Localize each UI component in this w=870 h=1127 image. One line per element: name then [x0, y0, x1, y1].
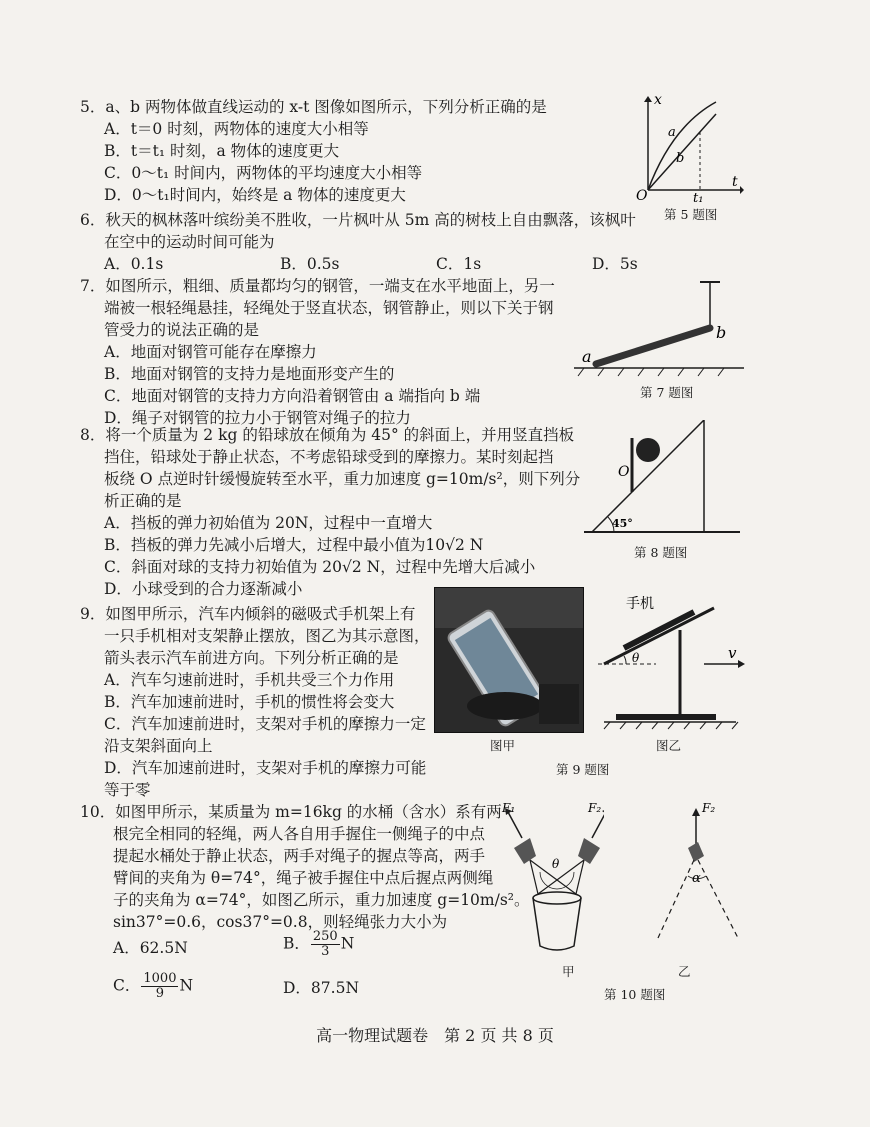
q10-fig-caption: 第 10 题图: [604, 987, 666, 1002]
q7-option-a: A．地面对钢管可能存在摩擦力: [104, 343, 317, 361]
q10-option-a: A．62.5N: [113, 939, 188, 957]
q10-fig-jia: 甲: [562, 964, 575, 979]
q10-line4: 臂间的夹角为 θ=74°，绳子被手握住中点后握点两侧绳: [113, 869, 494, 887]
q10-c-num: 1000: [143, 971, 177, 986]
page-footer: 高一物理试题卷 第 2 页 共 8 页: [316, 1026, 554, 1045]
q10-line6: sin37°=0.6，cos37°=0.8，则轻绳张力大小为: [113, 913, 448, 931]
q9-fig-caption: 第 9 题图: [556, 762, 610, 777]
q10-b-fraction: [311, 930, 340, 959]
q7-line1: 7．如图所示，粗细、质量都均匀的钢管，一端支在水平地面上，另一: [80, 277, 555, 295]
q8-line1: 8．将一个质量为 2 kg 的铅球放在倾角为 45° 的斜面上，并用竖直挡板: [80, 426, 575, 444]
q9-line2: 一只手机相对支架静止摆放，图乙为其示意图，: [104, 627, 430, 645]
q7-fig-caption: 第 7 题图: [640, 385, 694, 400]
q10-option-b: [283, 930, 354, 959]
q9-option-d1: D．汽车加速前进时，支架对手机的摩擦力可能: [104, 759, 427, 777]
q9-label-phone: 手机: [626, 596, 654, 612]
q5-xt-graph: [632, 90, 744, 202]
q9-option-a: A．汽车匀速前进时，手机共受三个力作用: [104, 671, 395, 689]
q7-label-a: a: [582, 347, 592, 366]
q10-c-fraction: [141, 972, 178, 1001]
steel-pipe: [596, 328, 710, 364]
q9-option-c2: 沿支架斜面向上: [104, 737, 213, 755]
q10-c-prefix: C．: [113, 976, 141, 995]
q9-option-c1: C．汽车加速前进时，支架对手机的摩擦力一定: [104, 715, 426, 733]
q8-line2: 挡住，铅球处于静止状态，不考虑铅球受到的摩擦力。某时刻起挡: [104, 448, 554, 466]
q10-b-num: 250: [312, 929, 338, 944]
q5-stem: 5．a、b 两物体做直线运动的 x-t 图像如图所示，下列分析正确的是: [80, 98, 547, 116]
q9-diagram: [596, 596, 746, 732]
q5-label-a: a: [668, 125, 676, 140]
q6-line1: 6．秋天的枫林落叶缤纷美不胜收，一片枫叶从 5m 高的树枝上自由飘落，该枫叶: [80, 211, 636, 229]
q9-fig-yi: 图乙: [656, 738, 682, 753]
q10-label-f2b: F₂: [702, 801, 716, 815]
q8-line4: 析正确的是: [104, 492, 182, 510]
q9-option-d2: 等于零: [104, 781, 151, 799]
q6-option-a: A．0.1s: [104, 255, 164, 273]
q6-option-b: B．0.5s: [280, 255, 340, 273]
q8-line3: 板绕 O 点逆时针缓慢旋转至水平，重力加速度 g=10m/s²，则下列分: [104, 470, 581, 488]
q10-rope-figure-yi: [652, 798, 752, 948]
q10-option-c: [113, 972, 193, 1001]
q10-label-f1: F₁: [502, 801, 516, 815]
q10-label-alpha: α: [692, 871, 701, 886]
q8-option-b: B．挡板的弹力先减小后增大，过程中最小值为10√2 N: [104, 536, 484, 554]
q5-label-o: O: [636, 188, 648, 202]
q10-bucket-figure-jia: [496, 798, 604, 978]
q10-label-theta: θ: [552, 857, 560, 871]
q8-fig-caption: 第 8 题图: [634, 545, 688, 560]
q9-label-v: v: [728, 644, 737, 662]
q9-label-theta: θ: [632, 651, 640, 665]
q10-b-den: 3: [321, 944, 330, 959]
q5-label-t1: t₁: [693, 191, 704, 202]
q10-option-d: D．87.5N: [283, 979, 360, 997]
q5-label-x: x: [654, 92, 662, 108]
q10-c-unit: N: [179, 976, 194, 995]
curve-a: [648, 102, 716, 190]
q5-option-b: B．t＝t₁ 时刻，a 物体的速度更大: [104, 142, 340, 160]
q10-label-f2: F₂: [588, 801, 602, 815]
q5-option-d: D．0～t₁时间内，始终是 a 物体的速度更大: [104, 186, 406, 204]
q10-line3: 提起水桶处于静止状态，两手对绳子的握点等高，两手: [113, 847, 486, 865]
q5-option-c: C．0～t₁ 时间内，两物体的平均速度大小相等: [104, 164, 423, 182]
q8-option-c: C．斜面对球的支持力初始值为 20√2 N，过程中先增大后减小: [104, 558, 536, 576]
q8-option-d: D．小球受到的合力逐渐减小: [104, 580, 303, 598]
q5-fig-caption: 第 5 题图: [664, 207, 718, 222]
q5-label-t: t: [732, 174, 738, 190]
phone-shape: [624, 612, 694, 648]
q10-fig-yi: 乙: [678, 964, 691, 979]
q7-option-d: D．绳子对钢管的拉力小于钢管对绳子的拉力: [104, 409, 411, 427]
q7-line3: 管受力的说法正确的是: [104, 321, 260, 339]
q6-option-d: D．5s: [592, 255, 638, 273]
q10-c-den: 9: [155, 986, 165, 1001]
q9-line1: 9．如图甲所示，汽车内倾斜的磁吸式手机架上有: [80, 605, 416, 623]
q9-fig-jia: 图甲: [490, 738, 516, 753]
q7-label-b: b: [716, 323, 727, 342]
q7-line2: 端被一根轻绳悬挂，轻绳处于竖直状态，钢管静止，则以下关于钢: [104, 299, 554, 317]
q10-line2: 根完全相同的轻绳，两人各自用手握住一侧绳子的中点: [113, 825, 486, 843]
q6-option-c: C．1s: [436, 255, 482, 273]
q8-option-a: A．挡板的弹力初始值为 20N，过程中一直增大: [104, 514, 433, 532]
q7-steel-pipe-figure: [574, 280, 744, 380]
q9-photo-phone-holder: [434, 587, 584, 733]
q10-b-prefix: B．: [283, 934, 310, 953]
q7-option-b: B．地面对钢管的支持力是地面形变产生的: [104, 365, 395, 383]
q6-line2: 在空中的运动时间可能为: [104, 233, 275, 251]
q5-label-b: b: [676, 151, 685, 166]
lead-ball: [636, 438, 660, 462]
q8-incline-figure: [584, 420, 740, 540]
q10-b-unit: N: [340, 934, 355, 953]
q10-line5: 子的夹角为 α=74°，如图乙所示，重力加速度 g=10m/s²。: [113, 891, 530, 909]
q8-label-angle: 45°: [612, 517, 633, 530]
q5-option-a: A．t＝0 时刻，两物体的速度大小相等: [104, 120, 369, 138]
q8-label-o: O: [618, 464, 630, 480]
q9-option-b: B．汽车加速前进时，手机的惯性将会变大: [104, 693, 395, 711]
q10-line1: 10．如图甲所示，某质量为 m=16kg 的水桶（含水）系有两: [80, 803, 502, 821]
q9-line3: 箭头表示汽车前进方向。下列分析正确的是: [104, 649, 399, 667]
q7-option-c: C．地面对钢管的支持力方向沿着钢管由 a 端指向 b 端: [104, 387, 481, 405]
